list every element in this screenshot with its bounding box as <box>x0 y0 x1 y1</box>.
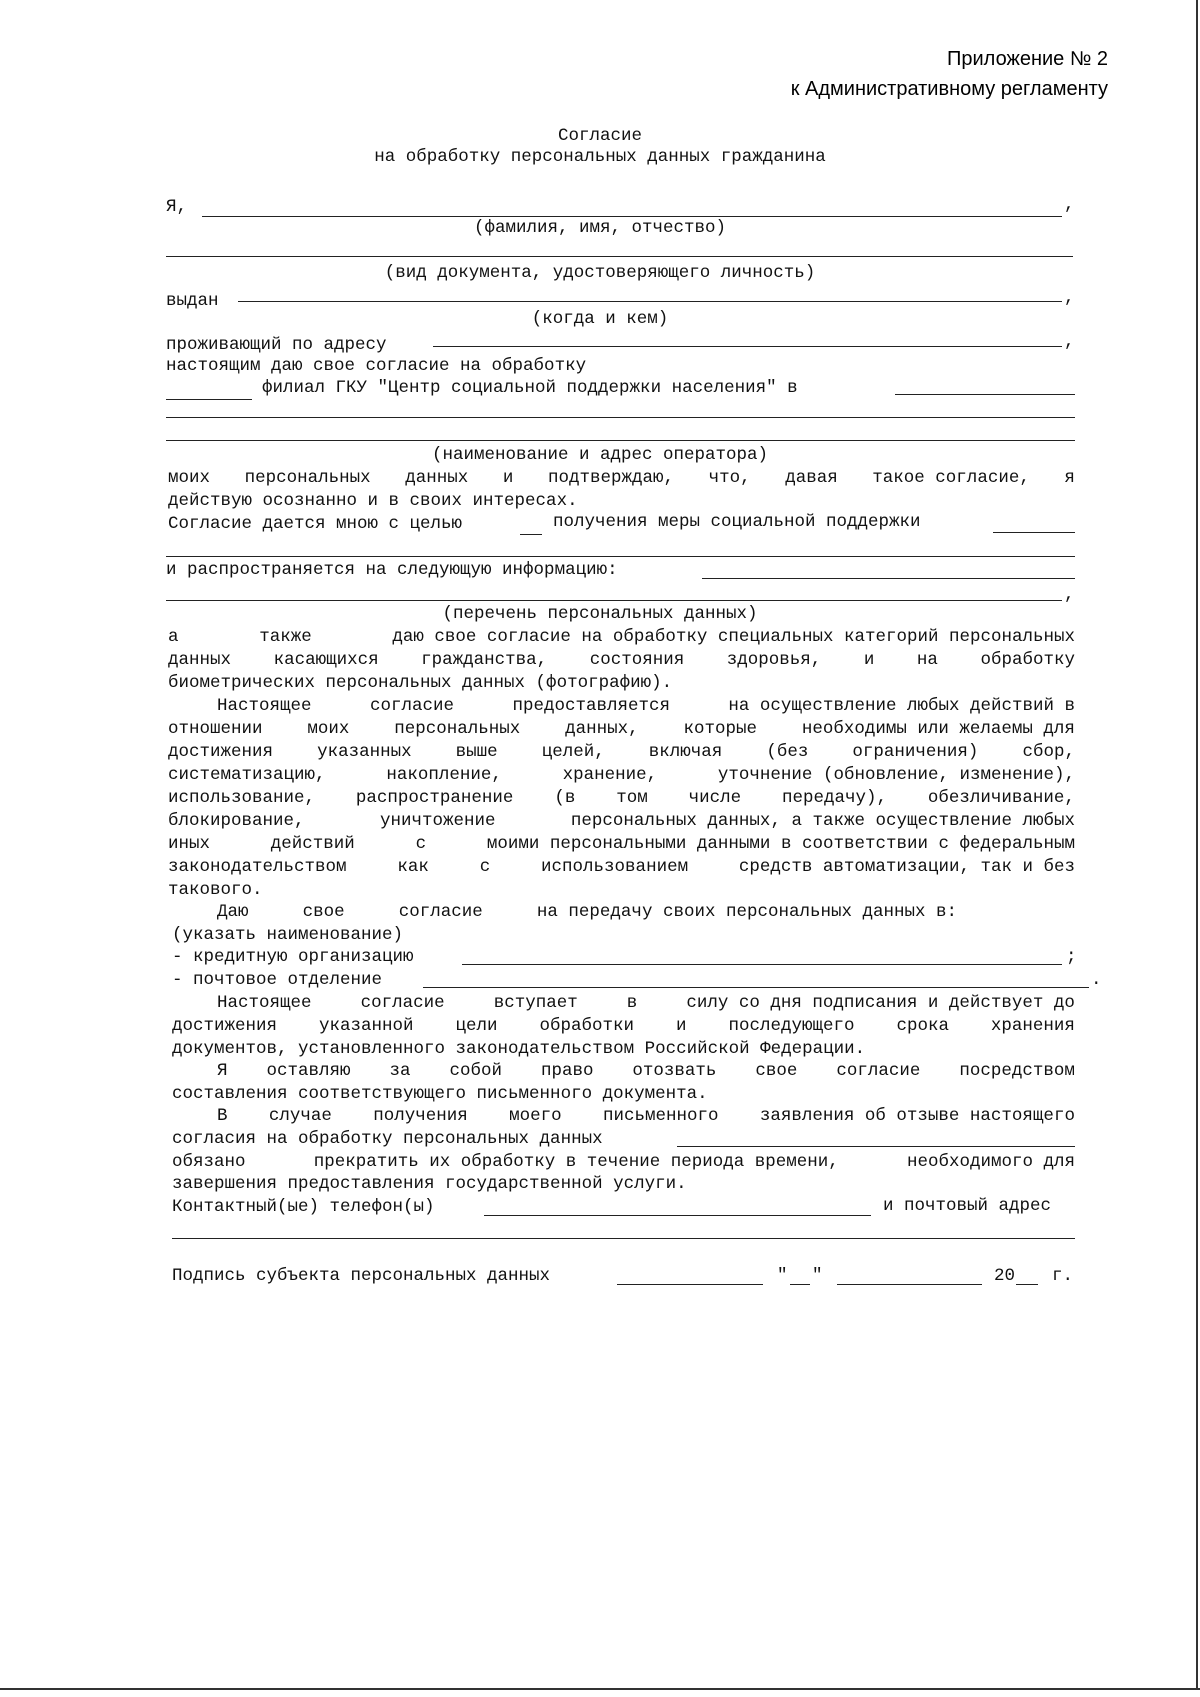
revoke-line-1 <box>217 1061 1075 1081</box>
word: обработку <box>980 650 1075 670</box>
operator-line-1[interactable] <box>166 417 1075 418</box>
word: за <box>389 1061 411 1081</box>
validity-line-2 <box>172 1016 1075 1036</box>
fio-label: (фамилия, имя, отчество) <box>473 218 727 238</box>
actions-line-2 <box>168 719 1075 739</box>
word: на передачу своих персональных данных в: <box>536 902 957 922</box>
withdraw-operator-field[interactable] <box>677 1146 1075 1147</box>
i-prefix: Я, <box>166 197 188 217</box>
actions-line-9: такового. <box>168 880 263 900</box>
word: моими персональными данными в соответствии с федеральным <box>486 834 1075 854</box>
word: обезличивание, <box>927 788 1075 808</box>
special-line-3: биометрических персональных данных (фотографию). <box>168 673 673 693</box>
word: и <box>675 1016 687 1036</box>
word: согласие <box>369 696 454 716</box>
word: ограничения) <box>852 742 979 762</box>
word: необходимого для <box>906 1152 1075 1172</box>
branch-location-field[interactable] <box>895 394 1075 395</box>
post-office-label: - почтовое отделение <box>172 970 383 990</box>
word: (в <box>554 788 576 808</box>
word: выше <box>455 742 498 762</box>
date-day-field[interactable] <box>790 1284 810 1285</box>
date-quote-open: " <box>777 1266 788 1286</box>
withdraw-line-1 <box>217 1106 1075 1126</box>
issued-prefix: выдан <box>166 291 219 311</box>
word: персональных <box>244 468 371 488</box>
word: распространение <box>355 788 514 808</box>
word: гражданства, <box>421 650 548 670</box>
word: получения <box>373 1106 468 1126</box>
word: данных <box>405 468 469 488</box>
word: целей, <box>541 742 605 762</box>
word: срока <box>896 1016 949 1036</box>
word: цели <box>455 1016 498 1036</box>
word: Настоящее <box>217 993 312 1013</box>
word: использование, <box>168 788 316 808</box>
actions-line-7 <box>168 834 1075 854</box>
word: оставляю <box>266 1061 351 1081</box>
word: персональных данных, а также осуществление любых <box>570 811 1075 831</box>
issued-field[interactable] <box>238 301 1062 302</box>
word: накопление, <box>386 765 502 785</box>
fio-field[interactable] <box>202 216 1062 217</box>
credit-org-field[interactable] <box>462 964 1062 965</box>
word: письменного <box>603 1106 719 1126</box>
paragraph-1-line-2: действую осознанно и в своих интересах. <box>168 491 578 511</box>
word: давая <box>785 468 838 488</box>
word: иных <box>168 834 211 854</box>
word: подтверждаю, <box>547 468 674 488</box>
word: посредством <box>959 1061 1075 1081</box>
pd-list-label: (перечень персональных данных) <box>442 604 758 624</box>
paragraph-1-line-1 <box>168 468 1075 488</box>
word: числе <box>688 788 742 808</box>
actions-line-1 <box>217 696 1075 716</box>
word: данных, <box>565 719 639 739</box>
word: обработки <box>539 1016 634 1036</box>
word: блокирование, <box>168 811 305 831</box>
date-quote-close: " <box>812 1266 823 1286</box>
scan-edge-right <box>1196 0 1198 1690</box>
postal-address-label: и почтовый адрес <box>883 1196 1052 1216</box>
signature-label: Подпись субъекта персональных данных <box>172 1266 551 1286</box>
word: указанных <box>317 742 412 762</box>
word: согласие <box>836 1061 921 1081</box>
word: сбор, <box>1022 742 1075 762</box>
date-month-field[interactable] <box>837 1284 982 1285</box>
word: свое <box>302 902 345 922</box>
info-comma: , <box>1064 585 1075 605</box>
branch-field[interactable] <box>166 399 252 400</box>
word: уничтожение <box>379 811 496 831</box>
post-office-field[interactable] <box>423 987 1089 988</box>
info-field-line-2[interactable] <box>166 600 1062 601</box>
specify-name: (указать наименование) <box>172 925 404 945</box>
word: достижения <box>172 1016 278 1036</box>
word: даю свое согласие на обработку специальных категорий персональных <box>392 627 1075 647</box>
word: уточнение (обновление, изменение), <box>717 765 1075 785</box>
word: случае <box>268 1106 332 1126</box>
word: обязано <box>172 1152 246 1172</box>
identity-document-label: (вид документа, удостоверяющего личность) <box>384 263 816 283</box>
word: моих <box>307 719 350 739</box>
date-year-suffix: г. <box>1052 1266 1074 1286</box>
purpose-text: получения меры социальной поддержки <box>553 512 921 532</box>
validity-line-1 <box>217 993 1075 1013</box>
word: моего <box>509 1106 562 1126</box>
word: средств автоматизации, так и без <box>738 857 1075 877</box>
withdraw-line-2: согласия на обработку персональных данных <box>172 1129 603 1149</box>
address-prefix: проживающий по адресу <box>166 335 387 355</box>
scan-edge-bottom <box>0 1688 1200 1690</box>
word: согласие <box>398 902 483 922</box>
word: достижения <box>168 742 274 762</box>
withdraw-line-3 <box>172 1152 1075 1172</box>
word: отозвать <box>632 1061 717 1081</box>
word: я <box>1064 468 1075 488</box>
word: Я <box>217 1061 228 1081</box>
word: а <box>168 627 179 647</box>
word: также <box>259 627 312 647</box>
address-field[interactable] <box>433 346 1062 347</box>
date-year-prefix: 20 <box>994 1266 1016 1286</box>
word: которые <box>683 719 758 739</box>
word: законодательством <box>168 857 347 877</box>
purpose-prefix: Согласие дается мною с целью <box>168 514 463 534</box>
word: заявления об отзыве настоящего <box>759 1106 1075 1126</box>
purpose-code-field[interactable] <box>520 534 542 535</box>
issued-comma: , <box>1064 288 1075 308</box>
word: моих <box>168 468 211 488</box>
word: и <box>502 468 514 488</box>
info-prefix: и распространяется на следующую информацию: <box>166 560 618 580</box>
validity-line-3: документов, установленного законодательством Российской Федерации. <box>172 1039 866 1059</box>
info-field[interactable] <box>702 578 1075 579</box>
word: (без <box>766 742 809 762</box>
postal-address-field[interactable] <box>172 1238 1075 1239</box>
word: вступает <box>493 993 578 1013</box>
word: необходимы или желаемы для <box>801 719 1075 739</box>
appendix-reference: к Административному регламенту <box>790 78 1108 100</box>
actions-line-8 <box>168 857 1075 877</box>
word: касающихся <box>273 650 379 670</box>
transfer-line <box>217 902 957 922</box>
purpose-extra-field[interactable] <box>993 532 1075 533</box>
word: собой <box>449 1061 502 1081</box>
word: хранения <box>990 1016 1075 1036</box>
word: персональных <box>394 719 521 739</box>
word: действий <box>270 834 355 854</box>
word: что, <box>708 468 751 488</box>
address-comma: , <box>1064 332 1075 352</box>
word: здоровья, <box>726 650 822 670</box>
word: передачу), <box>781 788 888 808</box>
word: в <box>626 993 638 1013</box>
signature-field[interactable] <box>617 1284 763 1285</box>
operator-line-2[interactable] <box>166 440 1075 441</box>
identity-document-field[interactable] <box>166 256 1073 257</box>
contacts-label: Контактный(ые) телефон(ы) <box>172 1197 435 1217</box>
actions-line-4 <box>168 765 1075 785</box>
word: на осуществление любых действий в <box>728 696 1075 716</box>
revoke-line-2: составления соответствующего письменного документа. <box>172 1084 708 1104</box>
word: с <box>415 834 427 854</box>
word: согласие <box>360 993 445 1013</box>
special-line-1 <box>168 627 1075 647</box>
word: хранение, <box>562 765 658 785</box>
actions-line-5 <box>168 788 1075 808</box>
withdraw-line-4: завершения предоставления государственной услуги. <box>172 1174 687 1194</box>
word: использованием <box>541 857 689 877</box>
issued-label: (когда и кем) <box>531 309 669 329</box>
consent-intro: настоящим даю свое согласие на обработку <box>166 356 587 376</box>
word: Даю <box>217 902 249 922</box>
word: силу со дня подписания и действует до <box>686 993 1075 1013</box>
word: последующего <box>728 1016 855 1036</box>
phone-field[interactable] <box>484 1215 871 1216</box>
word: предоставляется <box>512 696 670 716</box>
branch-text: филиал ГКУ "Центр социальной поддержки населения" в <box>262 378 798 398</box>
word: как <box>397 857 429 877</box>
word: В <box>217 1106 228 1126</box>
word: систематизацию, <box>168 765 326 785</box>
word: право <box>540 1061 594 1081</box>
purpose-line-2[interactable] <box>166 556 1075 557</box>
form-title: Согласие <box>557 126 642 146</box>
credit-org-semicolon: ; <box>1066 947 1077 967</box>
word: включая <box>648 742 723 762</box>
word: с <box>479 857 491 877</box>
appendix-number: Приложение № 2 <box>947 48 1108 70</box>
word: том <box>616 788 648 808</box>
special-line-2 <box>168 650 1075 670</box>
form-subtitle: на обработку персональных данных гражданина <box>374 147 826 167</box>
word: и <box>863 650 875 670</box>
word: такое согласие, <box>872 468 1030 488</box>
post-office-period: . <box>1091 970 1102 990</box>
word: данных <box>168 650 232 670</box>
fio-comma: , <box>1064 195 1075 215</box>
date-year-field[interactable] <box>1016 1284 1038 1285</box>
word: на <box>916 650 938 670</box>
word: свое <box>755 1061 798 1081</box>
word: отношении <box>168 719 263 739</box>
word: Настоящее <box>217 696 312 716</box>
operator-label: (наименование и адрес оператора) <box>431 445 769 465</box>
word: состояния <box>589 650 685 670</box>
word: указанной <box>319 1016 414 1036</box>
credit-org-label: - кредитную организацию <box>172 947 414 967</box>
actions-line-3 <box>168 742 1075 762</box>
word: прекратить их обработку в течение периода времени, <box>313 1152 839 1172</box>
actions-line-6 <box>168 811 1075 831</box>
